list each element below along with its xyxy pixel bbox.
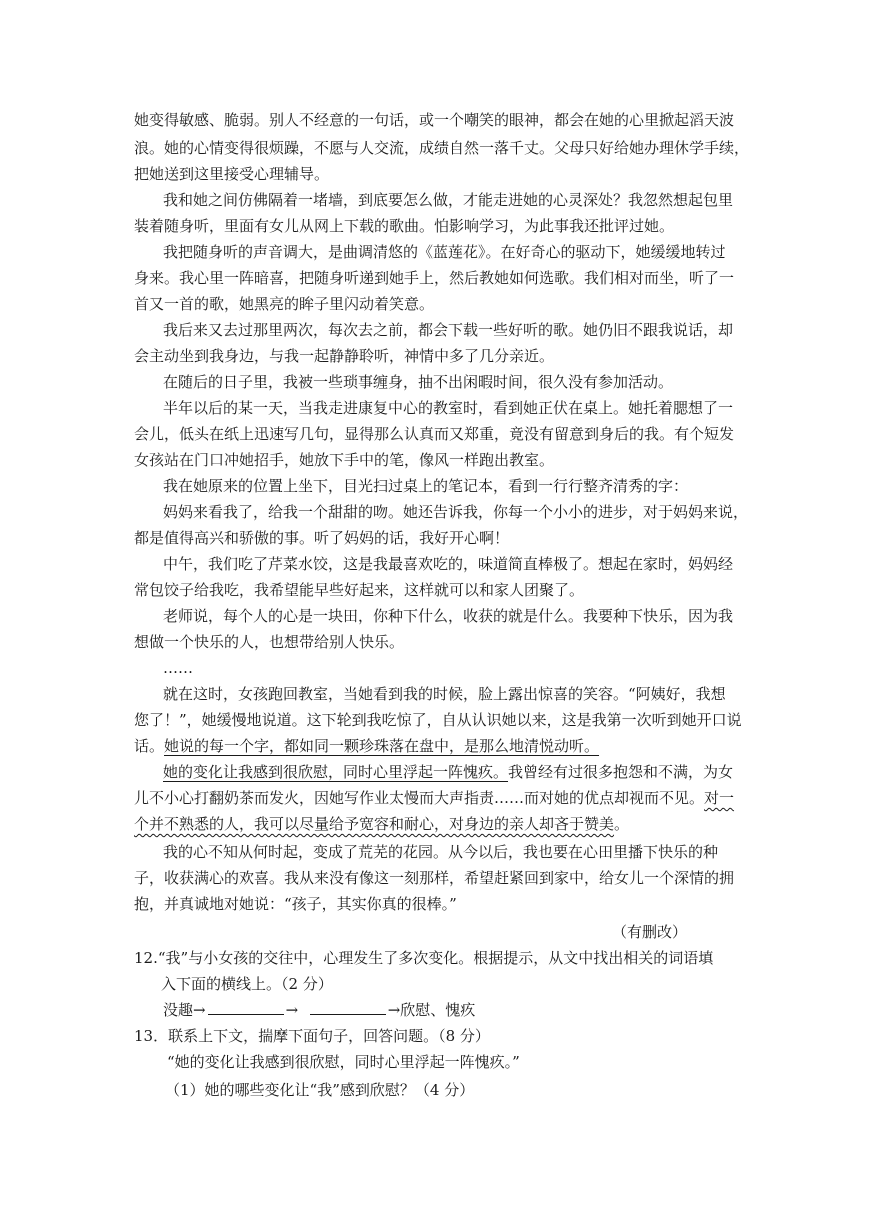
underlined-sentence: 她说的每一个字，都如同一颗珍珠落在盘中，是那么地清悦动听。 xyxy=(164,737,600,755)
passage-line: 会儿，低头在纸上迅速写几句，显得那么认真而又郑重，竟没有留意到身后的我。有个短发 xyxy=(134,425,735,443)
question-13-text: 13．联系上下文，揣摩下面句子，回答问题。（8 分） xyxy=(134,1027,490,1045)
plain-text: 。 xyxy=(614,815,630,833)
diary-line: 老师说，每个人的心是一块田，你种下什么，收获的就是什么。我要种下快乐，因为我 xyxy=(163,607,734,625)
passage-line: 就在这时，女孩跑回教室，当她看到我的时候，脸上露出惊喜的笑容。“阿姨好，我想 xyxy=(163,685,726,703)
wavy-underlined-text: 个并不熟悉的人，我可以尽量给予宽容和耐心，对身边的亲人却吝于赞美 xyxy=(134,815,615,833)
passage-line: 我把随身听的声音调大，是曲调清悠的《蓝莲花》。在好奇心的驱动下，她缓缓地转过 xyxy=(163,243,726,261)
passage-line xyxy=(163,762,769,784)
passage-line: 女孩站在门口冲她招手，她放下手中的笔，像风一样跑出教室。 xyxy=(134,451,555,469)
passage-line: 半年以后的某一天，当我走进康复中心的教室时，看到她正伏在桌上。她托着腮想了一 xyxy=(163,399,734,417)
question-12-fill-row xyxy=(163,1000,769,1022)
diary-line: 想做一个快乐的人，也想带给别人快乐。 xyxy=(134,633,405,651)
question-12-text: 入下面的横线上。（2 分） xyxy=(161,975,333,993)
passage-line: 子，收获满心的欢喜。我从来没有像这一刻那样，希望赶紧回到家中，给女儿一个深情的拥 xyxy=(134,869,735,887)
diary-line: 都是值得高兴和骄傲的事。听了妈妈的话，我好开心啊！ xyxy=(134,529,510,547)
diary-line: 中午，我们吃了芹菜水饺，这是我最喜欢吃的，味道简直棒极了。想起在家时，妈妈经 xyxy=(163,555,734,573)
passage-line: 我和她之间仿佛隔着一堵墙，到底要怎么做，才能走进她的心灵深处？我忽然想起包里 xyxy=(163,191,734,209)
passage-line: 抱，并真诚地对她说：“孩子，其实你真的很棒。” xyxy=(134,895,457,913)
passage-line: 我的心不知从何时起，变成了荒芜的花园。从今以后，我也要在心田里播下快乐的种 xyxy=(163,843,719,861)
passage-line: 首又一首的歌，她黑亮的眸子里闪动着笑意。 xyxy=(134,295,435,313)
fill-start-label: 没趣→ xyxy=(163,1001,206,1019)
ellipsis: …… xyxy=(163,659,193,677)
passage-line: 会主动坐到我身边，与我一起静静聆听，神情中多了几分亲近。 xyxy=(134,347,555,365)
answer-blank-2[interactable] xyxy=(310,1002,386,1015)
passage-line: 您了！”，她缓慢地说道。这下轮到我吃惊了，自从认识她以来，这是我第一次听到她开口说 xyxy=(134,711,742,729)
passage-line: 身来。我心里一阵暗喜，把随身听递到她手上，然后教她如何选歌。我们相对而坐，听了一 xyxy=(134,269,735,287)
question-13-sub1: （1）她的哪些变化让“我”感到欣慰？（4 分） xyxy=(165,1081,475,1099)
arrow-label: → xyxy=(285,1001,299,1019)
plain-text: 我曾经有过很多抱怨和不满，为女 xyxy=(508,763,734,781)
source-note: （有删改） xyxy=(612,923,688,941)
passage-line: 装着随身听，里面有女儿从网上下载的歌曲。怕影响学习，为此事我还批评过她。 xyxy=(134,217,675,235)
plain-text: 话。 xyxy=(134,737,165,755)
question-13-quote: “她的变化让我感到很欣慰，同时心里浮起一阵愧疚。” xyxy=(167,1053,520,1071)
plain-text: 儿不小心打翻奶茶而发火，因她写作业太慢而大声指责……而对她的优点却视而不见。 xyxy=(134,789,705,807)
passage-line xyxy=(134,736,740,758)
diary-line: 常包饺子给我吃，我希望能早些好起来，这样就可以和家人团聚了。 xyxy=(134,581,585,599)
passage-line: 我后来又去过那里两次，每次去之前，都会下载一些好听的歌。她仍旧不跟我说话，却 xyxy=(163,321,734,339)
passage-line xyxy=(134,814,740,836)
wavy-underlined-text: 对一 xyxy=(704,789,735,807)
question-12-text: 12.“我”与小女孩的交往中，心理发生了多次变化。根据提示，从文中找出相关的词语填 xyxy=(134,949,714,967)
diary-line: 妈妈来看我了，给我一个甜甜的吻。她还告诉我，你每一个小小的进步，对于妈妈来说， xyxy=(163,503,749,521)
fill-end-label: →欣慰、愧疚 xyxy=(387,1001,476,1019)
passage-line: 她变得敏感、脆弱。别人不经意的一句话，或一个嘲笑的眼神，都会在她的心里掀起滔天波 xyxy=(134,111,735,129)
passage-line: 浪。她的心情变得很烦躁，不愿与人交流，成绩自然一落千丈。父母只好给她办理休学手续， xyxy=(134,139,750,157)
answer-blank-1[interactable] xyxy=(208,1002,284,1015)
passage-line: 我在她原来的位置上坐下，目光扫过桌上的笔记本，看到一行行整齐清秀的字： xyxy=(163,477,689,495)
passage-line: 把她送到这里接受心理辅导。 xyxy=(134,165,330,183)
underlined-key-sentence: 她的变化让我感到很欣慰，同时心里浮起一阵愧疚。 xyxy=(163,763,509,781)
passage-line xyxy=(134,788,740,810)
passage-line: 在随后的日子里，我被一些琐事缠身，抽不出闲暇时间，很久没有参加活动。 xyxy=(163,373,674,391)
